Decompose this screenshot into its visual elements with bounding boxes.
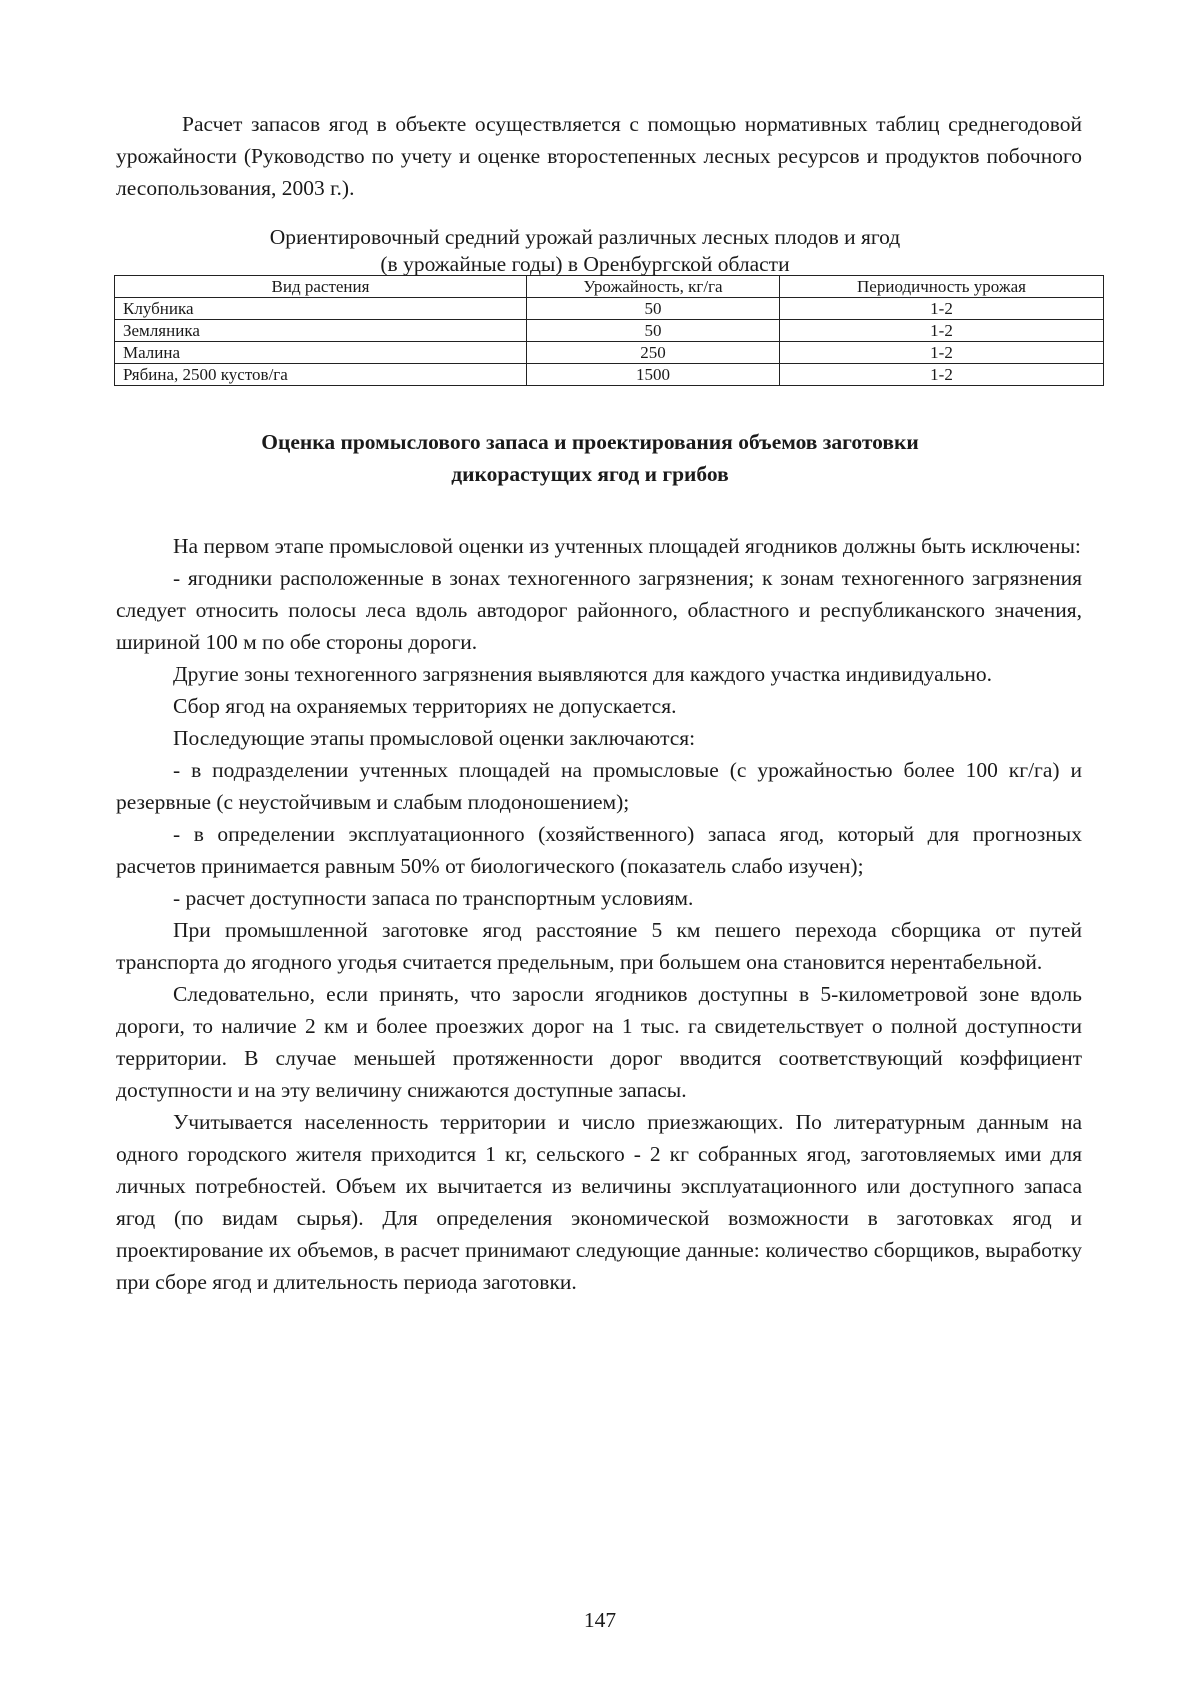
cell-periodicity: 1-2	[780, 298, 1104, 320]
table-header-row	[115, 276, 1104, 298]
paragraph: При промышленной заготовке ягод расстояние 5 км пешего перехода сборщика от путей транспорта до ягодного угодья считается предельным, при большем она становится нерентабельной.	[116, 918, 1082, 974]
page-number: 147	[583, 1608, 617, 1632]
paragraph: - в определении эксплуатационного (хозяйственного) запаса ягод, который для прогнозных расчетов принимается равным 50% от биологического (показатель слабо изучен);	[116, 822, 1082, 878]
intro-paragraph: Расчет запасов ягод в объекте осуществляется с помощью нормативных таблиц среднегодовой урожайности (Руководство по учету и оценке второстепенных лесных ресурсов и продуктов побочного лесопользования, 2003 г.).	[116, 112, 1082, 200]
table-row	[115, 364, 1104, 386]
table-caption	[116, 224, 1082, 278]
paragraph: - ягодники расположенные в зонах техногенного загрязнения; к зонам техногенного загрязнения следует относить полосы леса вдоль автодорог районного, областного и республиканского значения, шириной 100 м по обе стороны дороги.	[116, 566, 1082, 654]
cell-periodicity: 1-2	[780, 342, 1104, 364]
section-heading	[116, 426, 1082, 490]
paragraph: На первом этапе промысловой оценки из учтенных площадей ягодников должны быть исключены:	[173, 534, 1081, 558]
berry-yield-table	[114, 275, 1104, 386]
cell-yield: 50	[527, 320, 780, 342]
paragraph: Другие зоны техногенного загрязнения выявляются для каждого участка индивидуально.	[173, 662, 993, 686]
paragraph: Последующие этапы промысловой оценки заключаются:	[173, 726, 696, 750]
paragraph: Следовательно, если принять, что заросли ягодников доступны в 5-километровой зоне вдоль дороги, то наличие 2 км и более проезжих дорог на 1 тыс. га свидетельствует о полной доступности территории. В случае меньшей протяженности дорог вводится соответствующий коэффициент доступности и на эту величину снижаются доступные запасы.	[116, 982, 1082, 1102]
cell-periodicity: 1-2	[780, 364, 1104, 386]
paragraph: - расчет доступности запаса по транспортным условиям.	[173, 886, 694, 910]
cell-periodicity: 1-2	[780, 320, 1104, 342]
cell-plant: Земляника	[115, 320, 527, 342]
section-heading-line-2: дикорастущих ягод и грибов	[451, 462, 729, 486]
cell-plant: Рябина, 2500 кустов/га	[115, 364, 527, 386]
table-caption-line-2: (в урожайные годы) в Оренбургской области	[380, 252, 790, 276]
section-heading-line-1: Оценка промыслового запаса и проектирования объемов заготовки	[261, 430, 919, 454]
table-row	[115, 342, 1104, 364]
cell-plant: Малина	[115, 342, 527, 364]
cell-yield: 1500	[527, 364, 780, 386]
column-header-periodicity: Периодичность урожая	[780, 276, 1104, 298]
column-header-yield: Урожайность, кг/га	[527, 276, 780, 298]
paragraph: - в подразделении учтенных площадей на промысловые (с урожайностью более 100 кг/га) и резервные (с неустойчивым и слабым плодоношением);	[116, 758, 1082, 814]
cell-yield: 250	[527, 342, 780, 364]
section-body	[116, 530, 1082, 1298]
cell-plant: Клубника	[115, 298, 527, 320]
column-header-plant: Вид растения	[115, 276, 527, 298]
table-caption-line-1: Ориентировочный средний урожай различных лесных плодов и ягод	[269, 225, 901, 249]
cell-yield: 50	[527, 298, 780, 320]
table-row	[115, 298, 1104, 320]
paragraph: Сбор ягод на охраняемых территориях не допускается.	[173, 694, 677, 718]
paragraph: Учитывается населенность территории и число приезжающих. По литературным данным на одного городского жителя приходится 1 кг, сельского - 2 кг собранных ягод, заготовляемых ими для личных потребностей. Объем их вычитается из величины эксплуатационного или доступного запаса ягод (по видам сырья). Для определения экономической возможности в заготовках ягод и проектирование их объемов, в расчет принимают следующие данные: количество сборщиков, выработку при сборе ягод и длительность периода заготовки.	[116, 1110, 1082, 1294]
table-row	[115, 320, 1104, 342]
document-page	[116, 108, 1082, 1298]
